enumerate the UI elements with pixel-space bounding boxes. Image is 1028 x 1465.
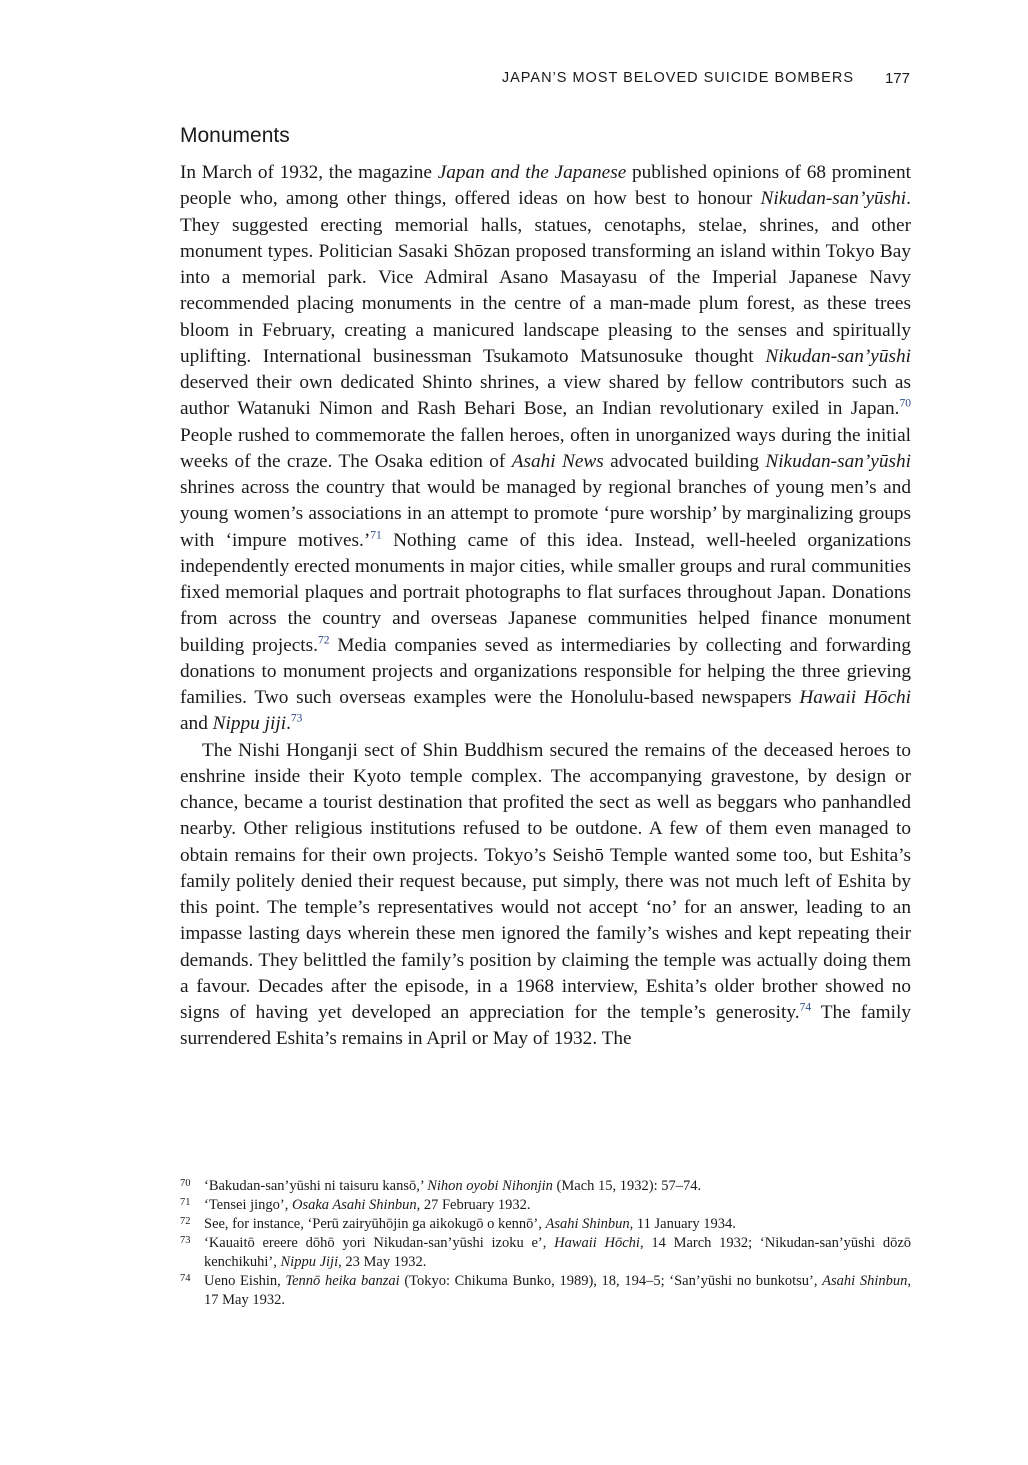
text-run: ‘Bakudan-san’yūshi ni taisuru kansō,’ [204, 1178, 428, 1194]
italic-title: Japan and the Japanese [437, 162, 627, 183]
italic-term: Nikudan-san’yūshi [765, 450, 911, 472]
text-run: In March of 1932, the magazine [180, 162, 438, 183]
italic-title: Hawaii Hōchi [799, 687, 911, 708]
text-run: People rushed to commemorate the fallen heroes, often in unorganized ways during the initial weeks of the craze. The Osaka edition of [180, 424, 911, 472]
text-run: advocated building [603, 450, 766, 472]
text-run: Media companies seved as intermediaries by collecting and forwarding donations to monument projects and organizations responsible for helping the three grieving families. Two such overseas examples were the Honolulu-based newspapers [180, 634, 911, 708]
text-run: ‘Kauaitō ereere dōhō yori Nikudan-san’yūshi izoku e’, [204, 1235, 555, 1251]
italic-title: Hawaii Hōchi [554, 1235, 640, 1251]
section-heading: Monuments [180, 124, 290, 147]
text-run: , 11 January 1934. [629, 1216, 736, 1232]
footnote-number: 70 [180, 1178, 191, 1189]
footnote-ref-70[interactable]: 70 [899, 397, 911, 410]
italic-title: Asahi Shinbun [545, 1216, 630, 1232]
page-header [180, 70, 910, 94]
footnote-ref-71[interactable]: 71 [370, 529, 382, 542]
text-run: , 17 May 1932. [204, 1273, 911, 1308]
running-head: JAPAN’S MOST BELOVED SUICIDE BOMBERS [501, 70, 854, 86]
footnotes [180, 1177, 911, 1310]
text-run: ‘Tensei jingo’, [204, 1197, 292, 1213]
paragraph-1 [180, 160, 911, 738]
text-run: , 27 February 1932. [416, 1197, 531, 1213]
text-run: (Mach 15, 1932): 57–74. [552, 1178, 702, 1194]
text-run: , 14 March 1932; ‘Nikudan-san’yūshi dōzō kenchikuhi’, [204, 1235, 912, 1270]
text-run: Ueno Eishin, [204, 1273, 286, 1289]
footnote [180, 1234, 911, 1272]
footnote-ref-74[interactable]: 74 [799, 1001, 812, 1014]
paragraph-2 [180, 738, 911, 1053]
text-run: published opinions of 68 prominent people who, among other things, offered ideas on how best to honour [180, 162, 911, 210]
italic-title: Osaka Asahi Shinbun [291, 1197, 417, 1213]
text-run: and [180, 713, 213, 735]
text-run: The Nishi Honganji sect of Shin Buddhism secured the remains of the deceased heroes to enshrine inside their Kyoto temple complex. The accompanying gravestone, by design or chance, became a tourist destination that profited the sect as well as beggars who panhandled nearby. Other religious institutions refused to be outdone. A few of them even managed to obtain remains for their own projects. Tokyo’s Seishō Temple wanted some too, but Eshita’s family politely denied their request because, put simply, there was not much left of Eshita by this point. The temple’s representatives would not accept ‘no’ for an answer, leading to an impasse lasting days wherein these men ignored the family’s wishes and kept repeating their demands. They belittled the family’s position by claiming the temple was actually doing them a favour. Decades after the episode, in a 1968 interview, Eshita’s older brother showed no signs of having yet developed an appreciation for the temple’s generosity. [180, 739, 911, 1023]
footnote-number: 73 [180, 1235, 191, 1246]
text-run: deserved their own dedicated Shinto shrines, a view shared by fellow contributors such as author Watanuki Nimon and Rash Behari Bose, an Indian revolutionary exiled in Japan. [180, 372, 911, 420]
text-run: shrines across the country that would be managed by regional branches of young men’s and young women’s associations in an attempt to promote ‘pure worship’ by marginalizing groups with ‘impure motives.’ [180, 477, 911, 551]
text-run: See, for instance, ‘Perū zairyūhōjin ga aikokugō o kennō’, [204, 1216, 546, 1232]
italic-term: Nikudan-san’yūshi [760, 188, 907, 210]
text-run: . They suggested erecting memorial halls, statues, cenotaphs, stelae, shrines, and other monument types. Politician Sasaki Shōzan proposed transforming an island within Tokyo Bay into a memorial park. Vice Admiral Asano Masayasu of the Imperial Japanese Navy recommended placing monuments in the centre of a man-made plum forest, as these trees bloom in February, creating a manicured landscape pleasing to the senses and spiritually uplifting. International businessman Tsukamoto Matsunosuke thought [180, 188, 911, 367]
page-number: 177 [884, 70, 910, 87]
footnote [180, 1196, 911, 1215]
italic-title: Tennō heika banzai [285, 1273, 400, 1289]
footnote-ref-72[interactable]: 72 [318, 634, 330, 647]
italic-term: Nikudan-san’yūshi [765, 345, 911, 367]
italic-title: Asahi News [511, 450, 604, 472]
text-run: Nothing came of this idea. Instead, well-heeled organizations independently erected monuments in major cities, while smaller groups and rural communities fixed memorial plaques and portrait photographs to flat surfaces throughout Japan. Donations from across the country and overseas Japanese communities helped finance monument building projects. [180, 529, 911, 656]
text-run: (Tokyo: Chikuma Bunko, 1989), 18, 194–5; ‘San’yūshi no bunkotsu’, [399, 1273, 823, 1289]
text-run: . [286, 713, 291, 735]
italic-title: Nihon oyobi Nihonjin [427, 1178, 553, 1194]
footnote-number: 74 [180, 1273, 191, 1284]
body-text [180, 160, 911, 1053]
italic-title: Nippu jiji [212, 713, 287, 735]
text-run: The family surrendered Eshita’s remains in April or May of 1932. The [180, 1002, 911, 1050]
footnote-number: 72 [180, 1216, 191, 1227]
footnote [180, 1215, 911, 1234]
footnote [180, 1177, 911, 1196]
italic-title: Nippu Jiji [280, 1254, 339, 1270]
text-run: , 23 May 1932. [338, 1254, 427, 1270]
footnote [180, 1272, 911, 1310]
footnote-number: 71 [180, 1197, 191, 1208]
footnote-ref-73[interactable]: 73 [290, 712, 303, 725]
italic-title: Asahi Shinbun [822, 1273, 908, 1289]
